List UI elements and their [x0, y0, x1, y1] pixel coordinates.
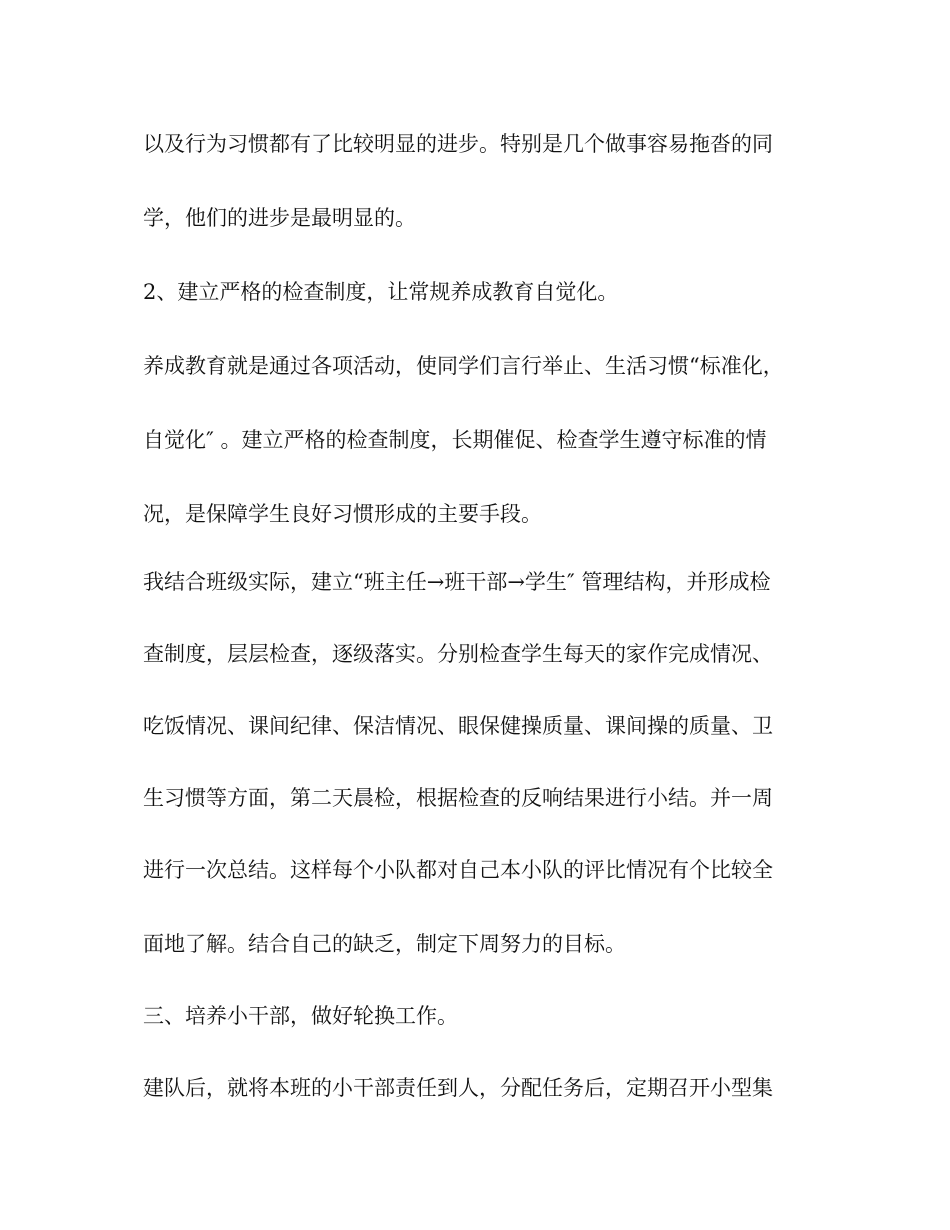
text-line: 生习惯等方面，第二天晨检，根据检查的反响结果进行小结。并一周 — [143, 786, 773, 810]
text-line: 面地了解。结合自己的缺乏，制定下周努力的目标。 — [143, 932, 626, 956]
text-line: 进行一次总结。这样每个小队都对自己本小队的评比情况有个比较全 — [143, 858, 773, 882]
text-line: 查制度，层层检查，逐级落实。分别检查学生每天的家作完成情况、 — [143, 642, 773, 666]
text-line: 自觉化″ 。建立严格的检查制度，长期催促、检查学生遵守标准的情 — [143, 428, 767, 452]
text-line: 建队后，就将本班的小干部责任到人，分配任务后，定期召开小型集 — [143, 1076, 773, 1100]
text-line: 我结合班级实际，建立“班主任→班干部→学生″ 管理结构，并形成检 — [143, 570, 771, 594]
text-line: 学，他们的进步是最明显的。 — [143, 206, 416, 230]
text-line: 吃饭情况、课间纪律、保洁情况、眼保健操质量、课间操的质量、卫 — [143, 714, 773, 738]
text-line: 况，是保障学生良好习惯形成的主要手段。 — [143, 502, 542, 526]
text-line: 以及行为习惯都有了比较明显的进步。特别是几个做事容易拖沓的同 — [143, 132, 773, 156]
text-line: 养成教育就是通过各项活动，使同学们言行举止、生活习惯“标准化， — [143, 354, 784, 378]
section-heading: 三、培养小干部，做好轮换工作。 — [143, 1004, 458, 1028]
section-heading: 2、建立严格的检查制度，让常规养成教育自觉化。 — [143, 280, 619, 304]
